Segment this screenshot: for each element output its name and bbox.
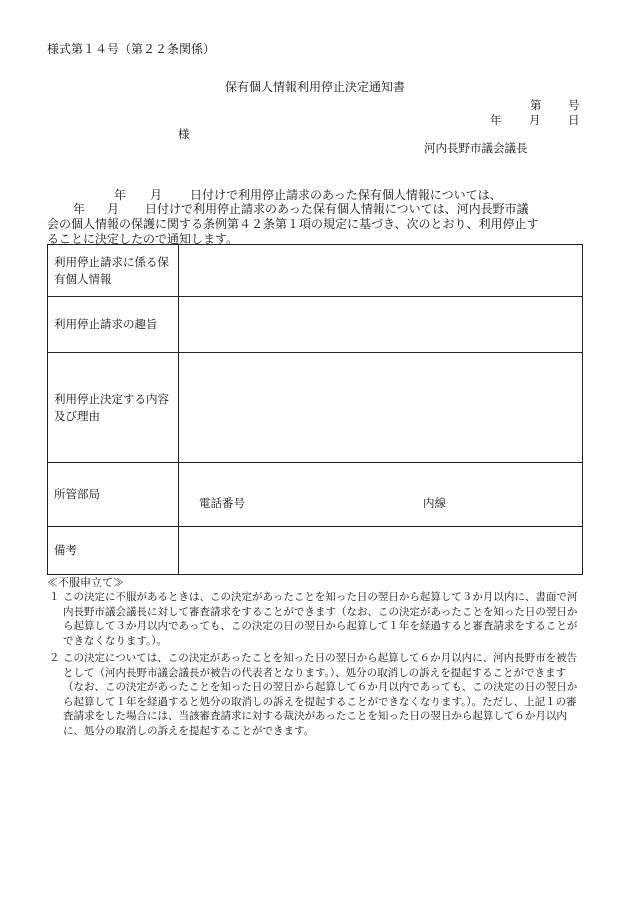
table-row [48, 245, 583, 297]
appeal-note [49, 651, 583, 738]
body-line3: 会の個人情報の保護に関する条例第４２条第１項の規定に基づき、次のとおり、利用停止す [47, 217, 539, 231]
appeal-heading: ≪不服申立て≫ [47, 576, 124, 589]
note-number: １ [49, 591, 60, 603]
document-title: 保有個人情報利用停止決定通知書 [224, 80, 405, 94]
date-day-label: 日 [568, 113, 580, 127]
row-label-reason: 利用停止決定する内容及び理由 [48, 353, 179, 463]
row-label-department: 所管部局 [48, 463, 179, 527]
phone-label: 電話番号 [199, 496, 245, 510]
body-line1-year: 年 [114, 188, 127, 202]
number-label-go: 号 [568, 98, 580, 112]
date-month-label: 月 [529, 113, 541, 127]
appeal-note [49, 590, 583, 648]
date-year-label: 年 [490, 113, 502, 127]
row-label-purpose: 利用停止請求の趣旨 [48, 297, 179, 353]
addressee-suffix: 様 [178, 127, 190, 141]
body-line1-text: 日付けで利用停止請求のあった保有個人情報については、 [190, 188, 502, 202]
table-row [48, 297, 583, 353]
body-line2-month: 月 [107, 202, 120, 216]
body-line2-year: 年 [73, 202, 86, 216]
note-text: この決定に不服があるときは、この決定があったことを知った日の翌日から起算して３か月以内に、書面で河内長野市議会議長に対して審査請求をすることができます（なお、この決定があったことを知った日の翌日から起算して３か月以内であっても、この決定の日の翌日から起算して１年を経過すると審査請求をすることができなくなります。）。 [63, 591, 578, 647]
note-text: この決定については、この決定があったことを知った日の翌日から起算して６か月以内に、河内長野市を被告として（河内長野市議会議長が被告の代表者となります。）、処分の取消しの訴えを提起することができます（なお、この決定があったことを知った日の翌日から起算して６か月以内であっても、この決定の日の翌日から起算して１年を経過すると処分の取消しの訴えを提起することができなくなります。）。ただし、上記１の審査請求をした場合には、当該審査請求に対する裁決があったことを知った日の翌日から起算して６か月以内に、処分の取消しの訴えを提起することができます。 [63, 652, 578, 737]
row-label-remarks: 備考 [48, 527, 179, 575]
row-label-information: 利用停止請求に係る保有個人情報 [48, 245, 179, 297]
extension-label: 内線 [423, 496, 446, 510]
number-label-dai: 第 [530, 98, 542, 112]
row-value-reason [179, 353, 583, 463]
row-value-purpose [179, 297, 583, 353]
form-number: 様式第１４号（第２２条関係） [47, 42, 216, 56]
row-value-department [179, 463, 583, 527]
body-line1-month: 月 [150, 188, 163, 202]
table-row [48, 463, 583, 527]
row-value-remarks [179, 527, 583, 575]
note-number: ２ [49, 652, 60, 664]
row-value-information [179, 245, 583, 297]
body-line4: ることに決定したので通知します。 [47, 232, 239, 246]
sender-name: 河内長野市議会議長 [424, 141, 528, 155]
table-row [48, 353, 583, 463]
body-line2-text: 日付けで利用停止請求のあった保有個人情報については、河内長野市議 [145, 202, 529, 216]
decision-table [47, 244, 583, 575]
table-row [48, 527, 583, 575]
